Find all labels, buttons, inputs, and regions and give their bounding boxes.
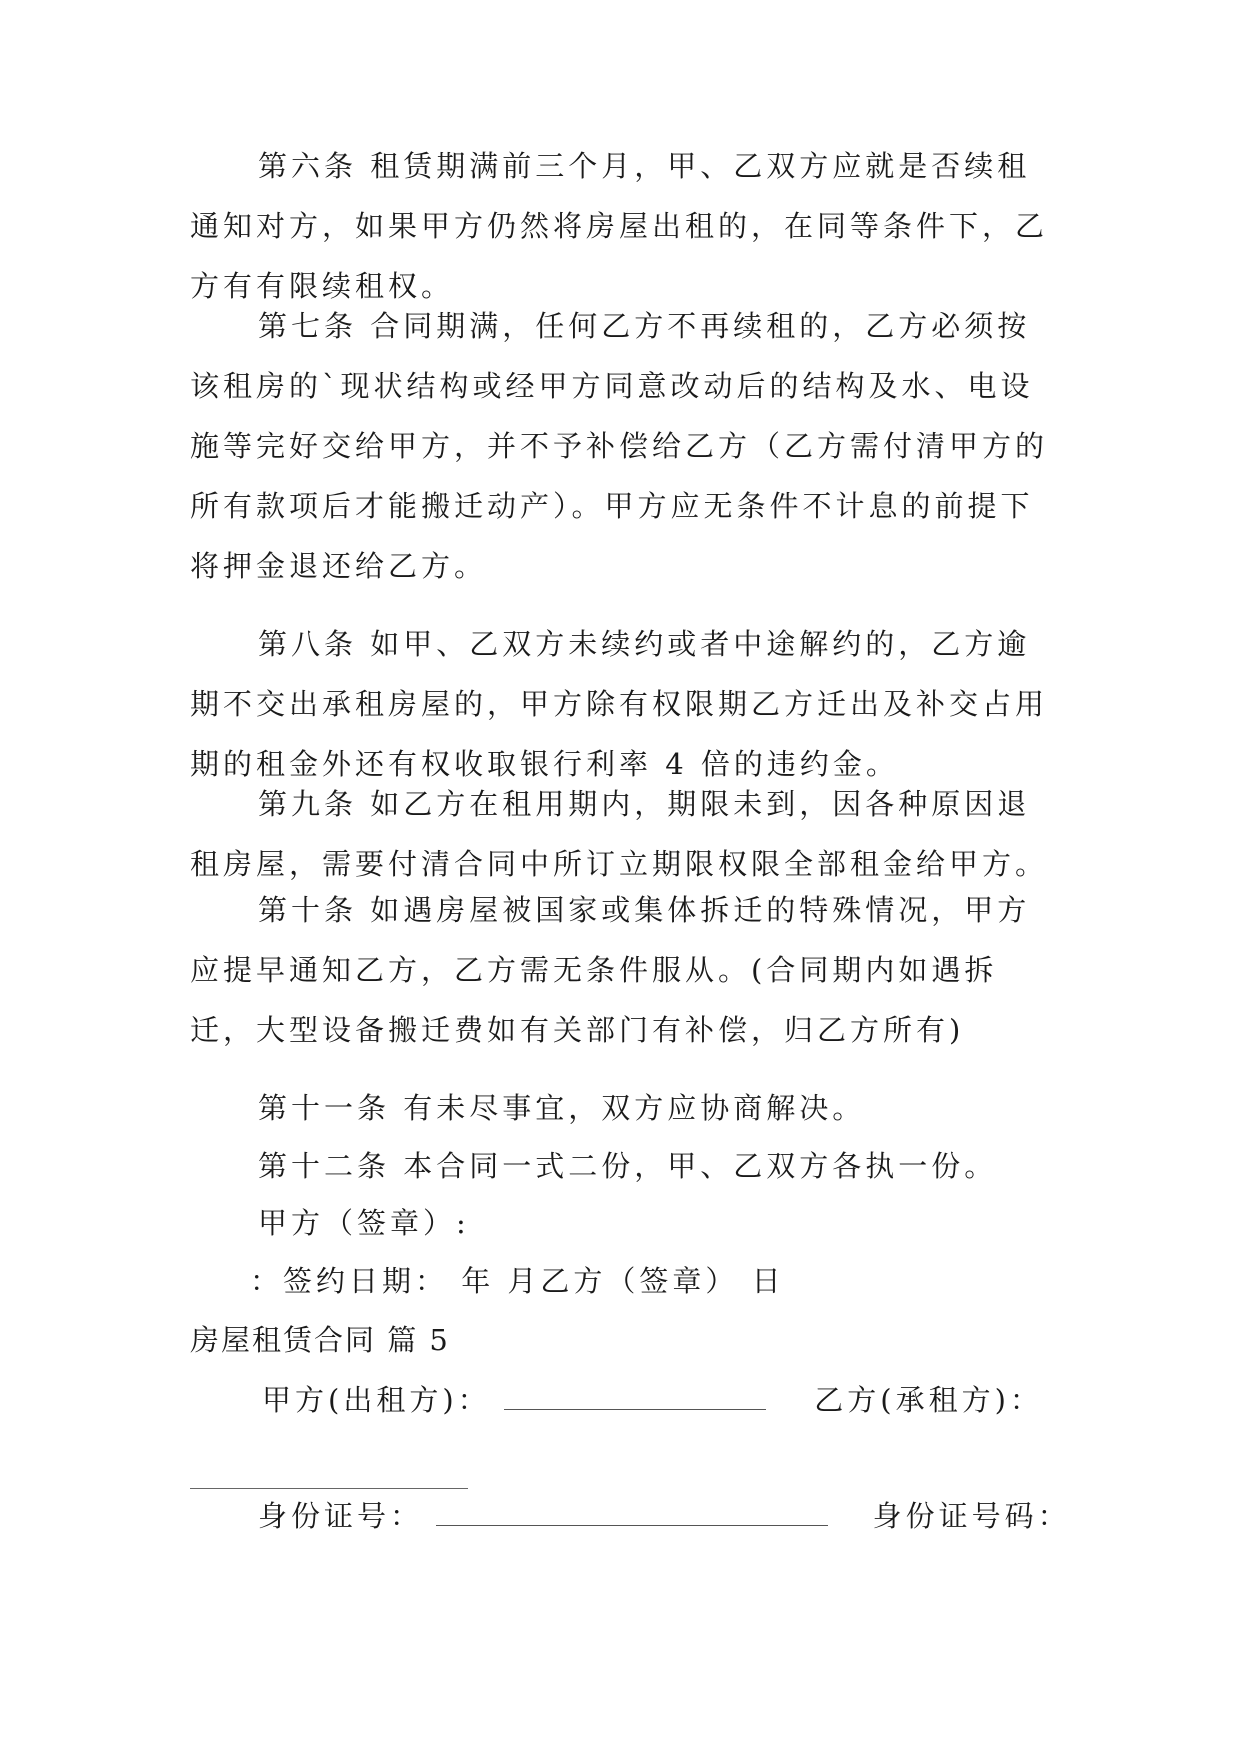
- article-9: 第九条 如乙方在租用期内，期限未到，因各种原因退租房屋，需要付清合同中所订立期限权限全部租金给甲方。: [190, 787, 1049, 881]
- lessee-name-blank[interactable]: [190, 1488, 468, 1489]
- party-a-signature: 甲方（签章）:: [258, 1206, 470, 1240]
- signing-date-line: ：签约日期： 年 月乙方（签章） 日: [250, 1264, 785, 1298]
- article-6: 第六条 租赁期满前三个月，甲、乙双方应就是否续租通知对方，如果甲方仍然将房屋出租的，在同等条件下，乙方有有限续租权。: [190, 149, 1049, 303]
- article-11: 第十一条 有未尽事宜，双方应协商解决。: [258, 1091, 866, 1125]
- article-7: 第七条 合同期满，任何乙方不再续租的，乙方必须按该租房的`现状结构或经甲方同意改动后的结构及水、电设施等完好交给甲方，并不予补偿给乙方（乙方需付清甲方的所有款项后才能搬迁动产）。甲方应无条件不计息的前提下将押金退还给乙方。: [190, 309, 1049, 583]
- id-number-blank[interactable]: [436, 1499, 828, 1526]
- lessor-name-blank[interactable]: [504, 1383, 766, 1410]
- lessor-label: 甲方(出租方)：: [262, 1383, 491, 1417]
- id-label-a: 身份证号：: [258, 1499, 424, 1533]
- id-line: [258, 1496, 1071, 1536]
- article-8: 第八条 如甲、乙双方未续约或者中途解约的，乙方逾期不交出承租房屋的，甲方除有权限期乙方迁出及补交占用期的租金外还有权收取银行利率 4 倍的违约金。: [190, 627, 1049, 781]
- article-12: 第十二条 本合同一式二份，甲、乙双方各执一份。: [258, 1149, 998, 1183]
- id-label-b: 身份证号码：: [872, 1499, 1071, 1533]
- article-10: 第十条 如遇房屋被国家或集体拆迁的特殊情况，甲方应提早通知乙方，乙方需无条件服从。(合同期内如遇拆迁，大型设备搬迁费如有关部门有补偿，归乙方所有): [190, 893, 1031, 1047]
- lessor-line: [262, 1380, 1043, 1420]
- lessee-label: 乙方(承租方)：: [814, 1383, 1043, 1417]
- section-heading: 房屋租赁合同 篇 5: [190, 1323, 450, 1357]
